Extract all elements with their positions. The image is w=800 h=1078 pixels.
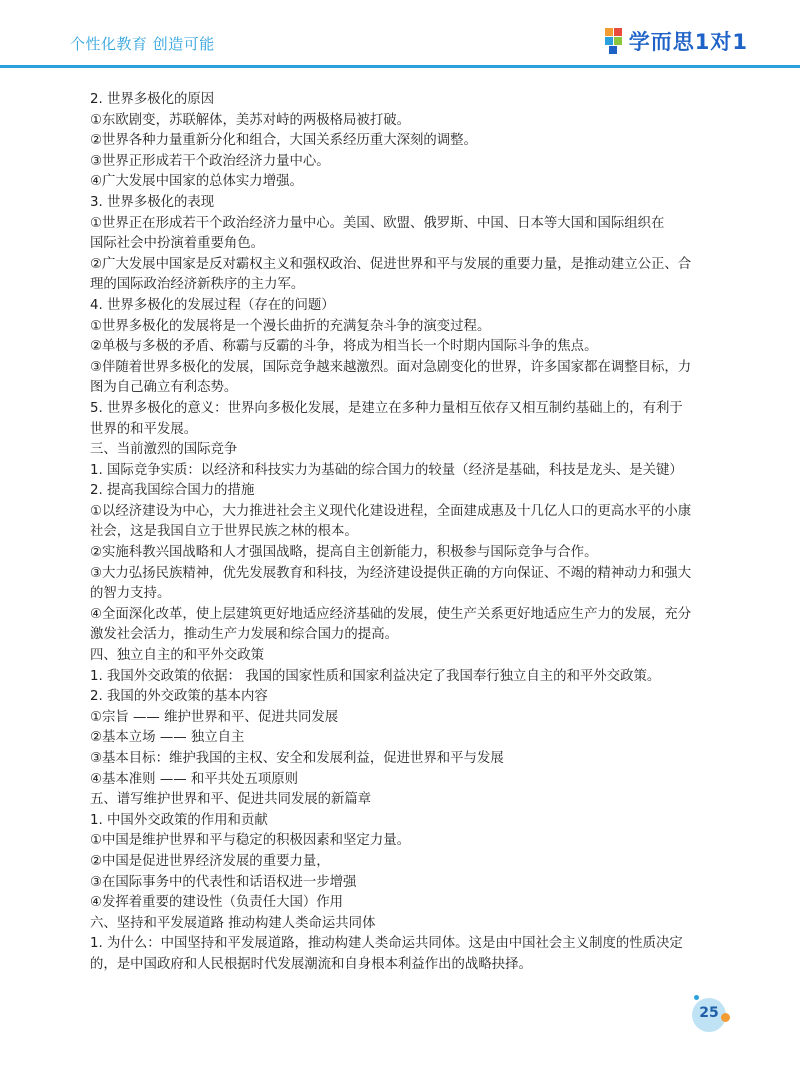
text-line: ③基本目标：维护我国的主权、安全和发展利益，促进世界和平与发展 [90,751,504,766]
text-line: 3. 世界多极化的表现 [90,194,215,210]
text-line: 四、独立自主的和平外交政策 [90,648,265,664]
text-line: ②实施科教兴国战略和人才强国战略，提高自主创新能力，积极参与国际竞争与合作。 [90,545,598,561]
brand-mark-icon [603,27,625,55]
text-line: ①世界正在形成若干个政治经济力量中心。美国、欧盟、俄罗斯、中国、日本等大国和国际组织在 [90,215,665,231]
text-line: 2. 我国的外交政策的基本内容 [90,689,268,705]
decorative-dot-icon [694,995,699,1000]
text-line: 2. 世界多极化的原因 [90,92,215,107]
document-body [90,90,720,976]
text-line: 1. 为什么：中国坚持和平发展道路，推动构建人类命运共同体。这是由中国社会主义制度的性质决定 [90,936,683,952]
brand-logo [603,26,748,56]
text-line: ②广大发展中国家是反对霸权主义和强权政治、促进世界和平与发展的重要力量，是推动建立公正、合 [90,256,692,272]
text-line: 4. 世界多极化的发展过程（存在的问题） [90,297,335,313]
text-line: 图为自己确立有利态势。 [90,380,238,396]
text-line: ④基本准则 —— 和平共处五项原则 [90,771,298,787]
text-line: ②单极与多极的矛盾、称霸与反霸的斗争，将成为相当长一个时期内国际斗争的焦点。 [90,339,598,355]
header-divider [0,65,800,68]
text-line: 五、谱写维护世界和平、促进共同发展的新篇章 [90,792,372,808]
text-line: 世界的和平发展。 [90,421,198,437]
header-slogan: 个性化教育 创造可能 [70,35,215,53]
text-line: 六、坚持和平发展道路 推动构建人类命运共同体 [90,915,376,931]
text-line: ③在国际事务中的代表性和话语权进一步增强 [90,874,357,890]
text-line: ②世界各种力量重新分化和组合，大国关系经历重大深刻的调整。 [90,133,477,149]
text-line: 的，是中国政府和人民根据时代发展潮流和自身根本利益作出的战略抉择。 [90,956,532,972]
text-line: 1. 中国外交政策的作用和贡献 [90,812,268,828]
text-line: 国际社会中扮演着重要角色。 [90,236,265,252]
text-line: ③世界正形成若干个政治经济力量中心。 [90,153,330,169]
text-line: 的智力支持。 [90,586,171,602]
text-line: 激发社会活力，推动生产力发展和综合国力的提高。 [90,627,398,643]
text-line: ③大力弘扬民族精神，优先发展教育和科技，为经济建设提供正确的方向保证、不竭的精神动力和强大 [90,565,692,581]
text-line: 1. 国际竞争实质：以经济和科技实力为基础的综合国力的较量（经济是基础，科技是龙头、是关键） [90,462,683,478]
text-line: ②中国是促进世界经济发展的重要力量， [90,853,330,869]
text-line: ②基本立场 —— 独立自主 [90,730,245,746]
text-line: ④广大发展中国家的总体实力增强。 [90,174,303,190]
text-line: 三、当前激烈的国际竞争 [90,442,238,458]
text-line: 2. 提高我国综合国力的措施 [90,483,255,499]
page-number: 25 [699,1005,719,1021]
text-line: ①中国是维护世界和平与稳定的积极因素和坚定力量。 [90,833,410,849]
brand-name: 学而思1对1 [628,30,748,54]
text-line: ①东欧剧变，苏联解体，美苏对峙的两极格局被打破。 [90,112,410,128]
text-line: ④全面深化改革，使上层建筑更好地适应经济基础的发展，使生产关系更好地适应生产力的发展，充分 [90,606,692,622]
page-number-badge [692,998,728,1034]
text-line: ①以经济建设为中心，大力推进社会主义现代化建设进程，全面建成惠及十几亿人口的更高水平的小康 [90,503,692,519]
text-line: ④发挥着重要的建设性（负责任大国）作用 [90,895,344,911]
text-line: 1. 我国外交政策的依据： 我国的国家性质和国家利益决定了我国奉行独立自主的和平外交政策。 [90,668,661,684]
text-line: 理的国际政治经济新秩序的主力军。 [90,277,305,293]
text-line: 社会，这是我国自立于世界民族之林的根本。 [90,524,358,540]
text-line: ①宗旨 —— 维护世界和平、促进共同发展 [90,709,339,725]
text-line: ③伴随着世界多极化的发展，国际竞争越来越激烈。面对急剧变化的世界，许多国家都在调整目标，力 [90,359,692,375]
page-header [0,0,800,68]
text-line: 5. 世界多极化的意义：世界向多极化发展，是建立在多种力量相互依存又相互制约基础上的，有利于 [90,400,683,416]
text-line: ①世界多极化的发展将是一个漫长曲折的充满复杂斗争的演变过程。 [90,318,491,334]
